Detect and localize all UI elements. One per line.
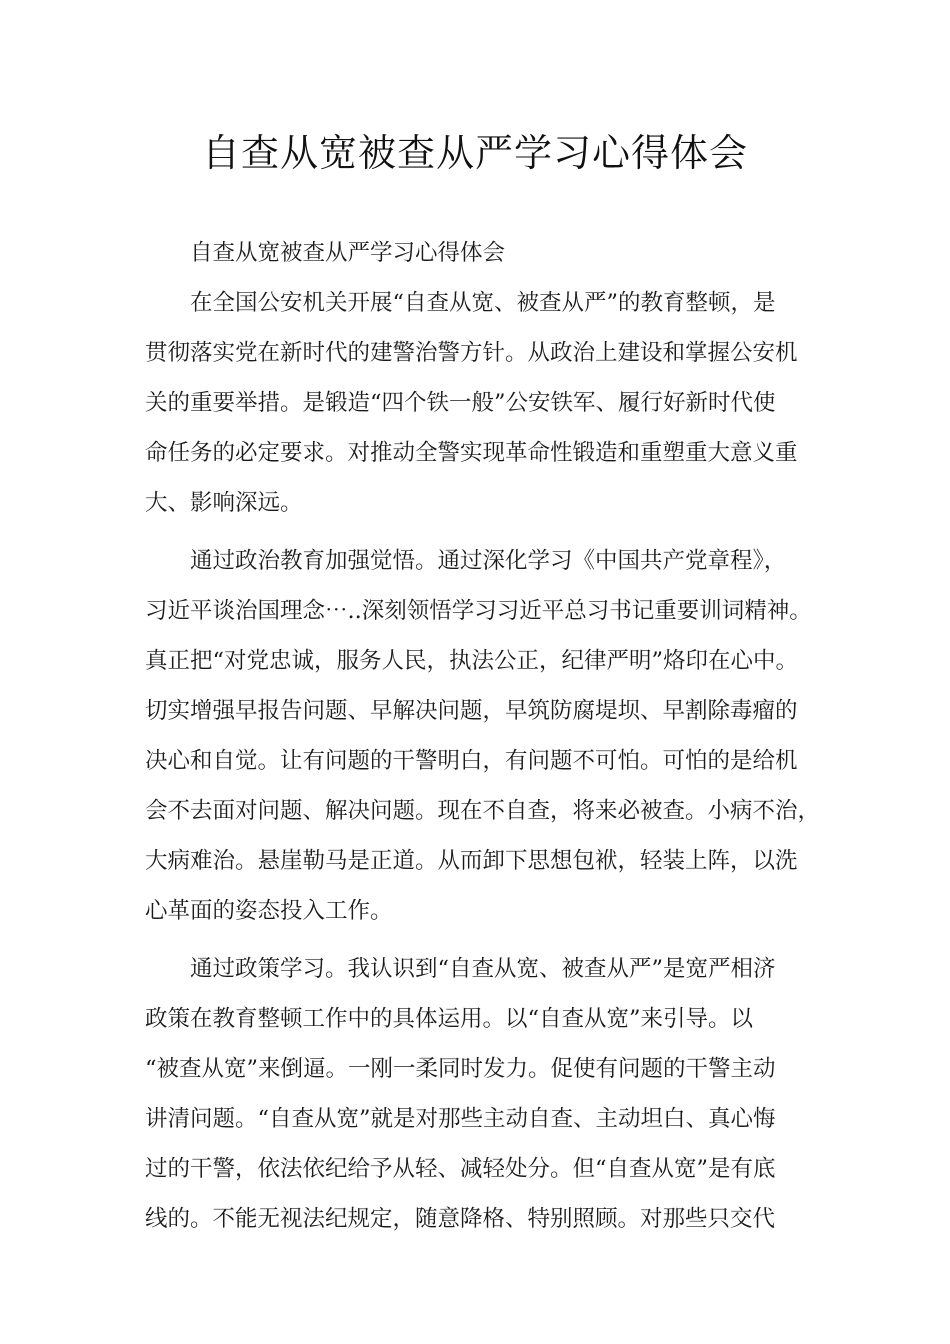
text-line: “被查从宽”来倒逼。一刚一柔同时发力。促使有问题的干警主动 <box>145 1056 776 1082</box>
document-title: 自查从宽被查从严学习心得体会 <box>201 131 748 175</box>
text-line: 关的重要举措。是锻造“四个铁一般”公安铁军、履行好新时代使 <box>145 390 776 416</box>
text-line: 习近平谈治国理念⋯..深刻领悟学习习近平总习书记重要训词精神。 <box>145 598 812 624</box>
text-line: 决心和自觉。让有问题的干警明白，有问题不可怕。可怕的是给机 <box>145 748 798 774</box>
paragraph-gap <box>145 936 825 944</box>
text-line: 政策在教育整顿工作中的具体运用。以“自查从宽”来引导。以 <box>145 1006 754 1032</box>
text-line: 大、影响深远。 <box>145 490 303 516</box>
text-line: 命任务的必定要求。对推动全警实现革命性锻造和重塑重大意义重 <box>145 440 798 466</box>
text-line: 过的干警，依法依纪给予从轻、减轻处分。但“自查从宽”是有底 <box>145 1156 776 1182</box>
text-line: 自查从宽被查从严学习心得体会 <box>190 240 506 266</box>
paragraph-gap <box>145 528 825 536</box>
text-line: 讲清问题。“自查从宽”就是对那些主动自查、主动坦白、真心悔 <box>145 1106 776 1132</box>
text-line: 心革面的姿态投入工作。 <box>145 898 393 924</box>
text-line: 在全国公安机关开展“自查从宽、被查从严”的教育整顿，是 <box>190 290 776 316</box>
text-line: 线的。不能无视法纪规定，随意降格、特别照顾。对那些只交代 <box>145 1206 776 1232</box>
text-line: 切实增强早报告问题、早解决问题，早筑防腐堤坝、早割除毒瘤的 <box>145 698 798 724</box>
text-line: 真正把“对党忠诚，服务人民，执法公正，纪律严明”烙印在心中。 <box>145 648 799 674</box>
text-line: 通过政策学习。我认识到“自查从宽、被查从严”是宽严相济 <box>190 956 776 982</box>
text-line: 大病难治。悬崖勒马是正道。从而卸下思想包袱，轻装上阵，以洗 <box>145 848 798 874</box>
text-line: 贯彻落实党在新时代的建警治警方针。从政治上建设和掌握公安机 <box>145 340 798 366</box>
document-body <box>145 228 825 1244</box>
text-line: 会不去面对问题、解决问题。现在不自查，将来必被查。小病不治， <box>145 798 821 824</box>
text-line: 通过政治教育加强觉悟。通过深化学习《中国共产党章程》， <box>190 548 787 574</box>
